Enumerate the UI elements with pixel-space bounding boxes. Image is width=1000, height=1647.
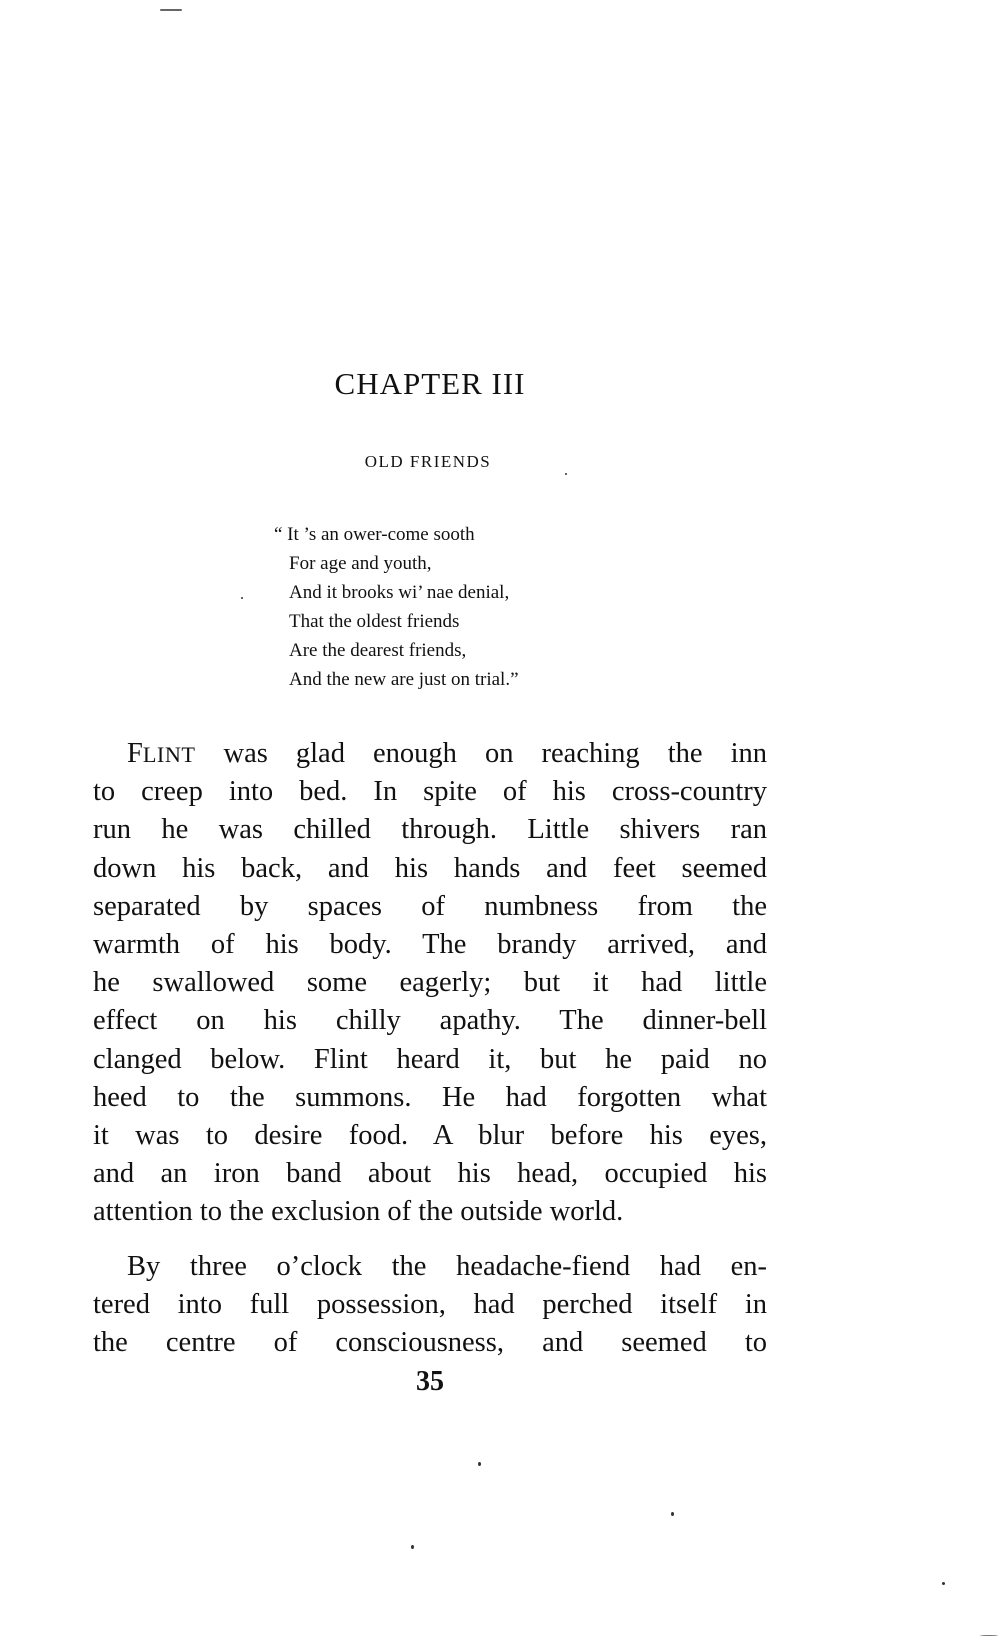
chapter-title: CHAPTER III xyxy=(334,366,526,401)
line-text: was glad enough on reaching the inn xyxy=(195,738,767,769)
epigraph-line: And it brooks wi’ nae denial, xyxy=(289,582,510,603)
lead-word: FLINT xyxy=(127,738,196,769)
epigraph-line: That the oldest friends xyxy=(289,611,460,632)
epigraph-line: Are the dearest friends, xyxy=(289,640,467,661)
body-line: run he was chilled through. Little shivers ran xyxy=(93,814,767,846)
body-line: to creep into bed. In spite of his cross-country xyxy=(93,776,767,808)
epigraph-line: For age and youth, xyxy=(289,553,432,574)
body-line: attention to the exclusion of the outside world. xyxy=(93,1196,624,1228)
body-line: effect on his chilly apathy. The dinner-bell xyxy=(93,1005,767,1037)
body-line: By three o’clock the headache-fiend had en- xyxy=(127,1250,767,1282)
scan-speck xyxy=(671,1512,674,1516)
scan-speck xyxy=(942,1582,945,1585)
body-line: warmth of his body. The brandy arrived, and xyxy=(93,929,767,960)
body-line: it was to desire food. A blur before his eyes, xyxy=(93,1120,767,1151)
body-line: heed to the summons. He had forgotten what xyxy=(93,1081,767,1113)
body-line xyxy=(127,738,767,771)
chapter-subtitle: OLD FRIENDS xyxy=(364,452,492,471)
epigraph-line: “ It ’s an ower-come sooth xyxy=(274,524,475,545)
body-line: down his back, and his hands and feet seemed xyxy=(93,852,767,884)
body-line: and an iron band about his head, occupied his xyxy=(93,1158,767,1190)
scan-speck xyxy=(478,1462,481,1466)
page-number: 35 xyxy=(416,1366,444,1397)
body-line: the centre of consciousness, and seemed to xyxy=(93,1327,767,1358)
scan-speck xyxy=(241,597,243,599)
scan-speck xyxy=(160,9,182,11)
body-line: he swallowed some eagerly; but it had little xyxy=(93,967,767,999)
body-line: clanged below. Flint heard it, but he paid no xyxy=(93,1043,767,1075)
epigraph-line: And the new are just on trial.” xyxy=(289,669,519,690)
body-line: separated by spaces of numbness from the xyxy=(93,890,767,922)
scan-speck xyxy=(411,1545,414,1549)
body-line: tered into full possession, had perched itself in xyxy=(93,1288,767,1320)
scan-speck xyxy=(980,1635,998,1636)
scan-speck xyxy=(565,473,567,475)
